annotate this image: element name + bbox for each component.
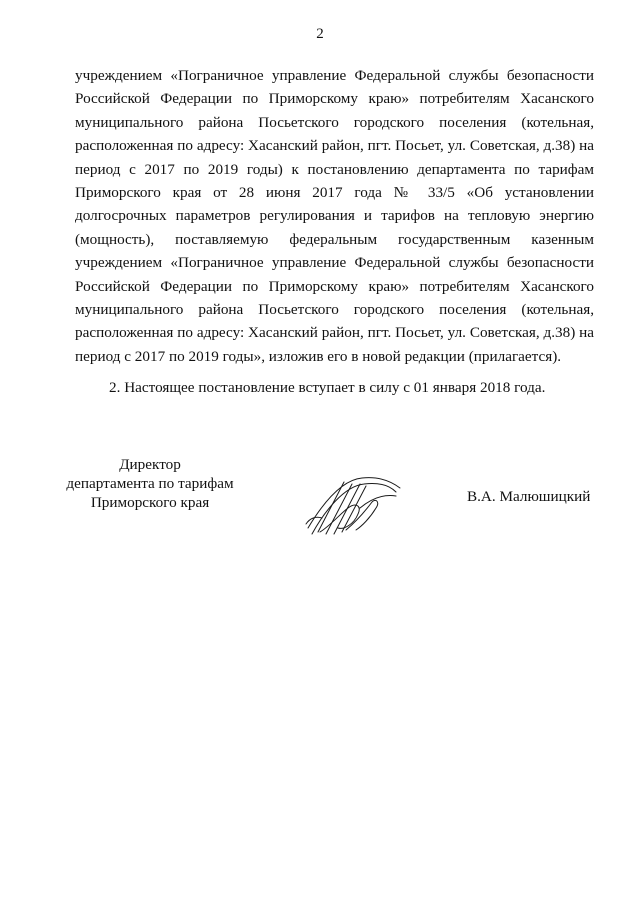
paragraph-2: 2. Настоящее постановление вступает в силу с 01 января 2018 года. <box>109 379 546 396</box>
text-line: период с 2017 по 2019 годы», изложив его в новой редакции (прилагается). <box>75 347 562 365</box>
handwritten-signature <box>300 468 410 540</box>
signatory-title <box>60 455 240 512</box>
signatory-title-line: департамента по тарифам <box>66 475 234 492</box>
signatory-title-line: Приморского края <box>90 494 210 511</box>
signatory-name: В.А. Малюшицкий <box>467 488 591 505</box>
text-line: Российской Федерации по Приморскому краю» потребителям Хасанского <box>75 90 594 108</box>
text-line: период с 2017 по 2019 годы) к постановлению департамента по тарифам <box>75 160 594 178</box>
text-line: Приморского края от 28 июня 2017 года № 33/5 «Об установлении <box>75 183 594 201</box>
paragraph-1 <box>75 64 594 368</box>
text-line: учреждением «Пограничное управление Федеральной службы безопасности <box>75 67 594 84</box>
text-line: учреждением «Пограничное управление Федеральной службы безопасности <box>75 254 594 272</box>
text-line: расположенная по адресу: Хасанский район, пгт. Посьет, ул. Советская, д.38) на <box>75 137 594 155</box>
text-line: Российской Федерации по Приморскому краю» потребителям Хасанского <box>75 277 594 295</box>
text-line: долгосрочных параметров регулирования и тарифов на тепловую энергию <box>75 207 594 225</box>
text-line: расположенная по адресу: Хасанский район, пгт. Посьет, ул. Советская, д.38) на <box>75 324 594 342</box>
text-line: муниципального района Посьетского городского поселения (котельная, <box>75 113 594 131</box>
text-line: (мощность), поставляемую федеральным государственным казенным <box>75 230 594 248</box>
page-number: 2 <box>316 26 324 42</box>
signatory-title-line: Директор <box>119 456 181 473</box>
text-line: муниципального района Посьетского городского поселения (котельная, <box>75 300 594 318</box>
